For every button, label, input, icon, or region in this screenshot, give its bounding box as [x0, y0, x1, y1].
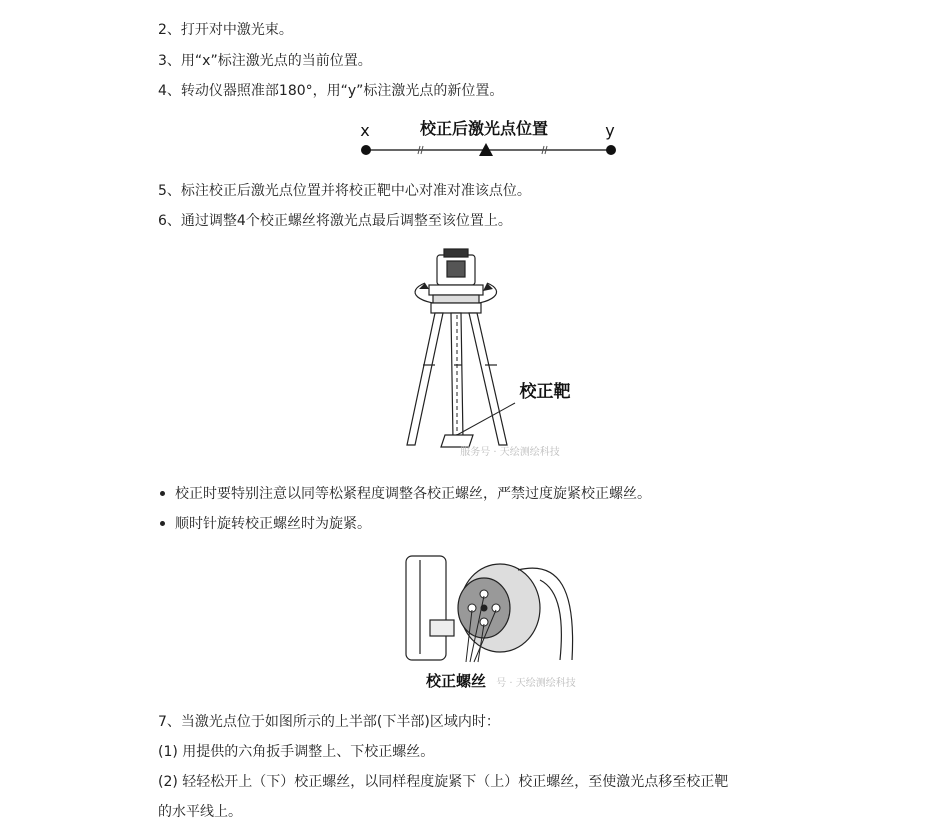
step-7-sub-1: (1) 用提供的六角扳手调整上、下校正螺丝。 — [158, 744, 435, 760]
screw-label: 校正螺丝 — [425, 672, 487, 690]
watermark: 号 · 天绘测绘科技 — [496, 678, 576, 689]
target-plate-icon — [441, 435, 473, 447]
step-2: 2、打开对中激光束。 — [158, 22, 293, 38]
step-6: 6、通过调整4个校正螺丝将激光点最后调整至该位置上。 — [158, 213, 512, 229]
target-label: 校正靶 — [519, 382, 571, 402]
tripod-figure — [395, 245, 585, 465]
point-x — [361, 145, 371, 155]
note-2: 顺时针旋转校正螺丝时为旋紧。 — [160, 514, 371, 534]
note-1: 校正时要特别注意以同等松紧程度调整各校正螺丝，严禁过度旋紧校正螺丝。 — [160, 484, 651, 504]
label-x: x — [360, 121, 370, 140]
label-y: y — [605, 121, 615, 140]
instrument-icon — [429, 249, 483, 303]
step-4: 4、转动仪器照准部180°，用“y”标注激光点的新位置。 — [158, 83, 504, 99]
point-y — [606, 145, 616, 155]
adjustment-screws-figure — [400, 550, 580, 692]
step-3: 3、用“x”标注激光点的当前位置。 — [158, 53, 372, 69]
step-5: 5、标注校正后激光点位置并将校正靶中心对准对准该点位。 — [158, 183, 531, 199]
watermark: 服务号 · 天绘测绘科技 — [460, 447, 560, 458]
step-7-sub-2-cont: 的水平线上。 — [158, 804, 242, 820]
step-7-sub-2: (2) 轻轻松开上（下）校正螺丝，以同样程度旋紧下（上）校正螺丝，至使激光点移至校正靶 — [158, 774, 729, 790]
diagram-caption: 校正后激光点位置 — [419, 119, 549, 138]
laser-point-position-diagram — [350, 112, 630, 164]
step-7: 7、当激光点位于如图所示的上半部(下半部)区域内时： — [158, 714, 500, 730]
